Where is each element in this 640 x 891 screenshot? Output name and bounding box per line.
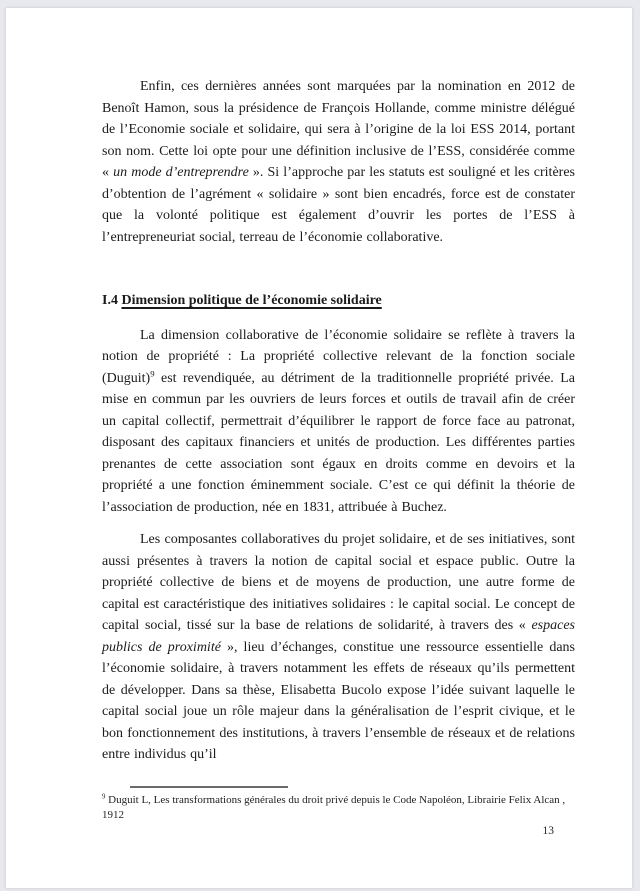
section-heading [102,290,575,312]
text-segment: », lieu d’échanges, constitue une ressource essentielle dans l’économie solidaire, à travers notamment les effets de réseaux qu’ils permettent de développer. Dans sa thèse, Elisabetta Bucolo expose l’idée suivant laquelle le capital social joue un rôle majeur dans la généralisation de l’esprit civique, et le bon fonctionnement des institutions, à travers l’ensemble de réseaux et de relations entre individus qu’il [102,639,575,762]
text-segment: Les composantes collaboratives du projet solidaire, et de ses initiatives, sont aussi présentes à travers la notion de capital social et espace public. Outre la propriété collective de biens et de moyens de production, une autre forme de capital est caractéristique des initiatives solidaires : le capital social. Le concept de capital social, tissé sur la base de relations de solidarité, à travers des « [102,532,575,633]
intro-paragraph [102,76,575,248]
page-number: 13 [542,825,554,837]
document-page [6,8,632,888]
text-segment: La dimension collaborative de l’économie solidaire se reflète à travers la notion de propriété : La propriété collective relevant de la fonction sociale (Duguit) [102,327,575,386]
text-segment: ». Si l’approche par les statuts est souligné et les critères d’obtention de l’agrément « solidaire » sont bien encadrés, force est de constater que la volonté politique est également d’ouvrir les portes de l’ESS à l’entrepreneuriat social, terreau de l’économie collaborative. [102,165,575,245]
superscript-ref: 9 [150,367,155,378]
page-content [102,76,575,766]
text-segment: Enfin, ces dernières années sont marquées par la nomination en 2012 de Benoît Hamon, sous la présidence de François Hollande, comme ministre délégué de l’Economie sociale et solidaire, qui sera à l’origine de la loi ESS 2014, portant son nom. Cette loi opte pour une définition inclusive de l’ESS, considérée comme « [102,79,575,180]
paragraph-propriete [102,325,575,519]
text-segment: I.4 [102,293,122,308]
footnote-separator [130,786,288,788]
text-segment: Dimension politique de l’économie solidaire [121,293,382,308]
superscript-ref: 9 [102,793,106,801]
text-segment: un mode d’entreprendre [113,165,249,180]
paragraph-capital-social [102,529,575,766]
text-segment: espaces publics de proximité [102,618,575,655]
footnote-text [102,793,575,823]
text-segment: Duguit L, Les transformations générales du droit privé depuis le Code Napoléon, Librairie Felix Alcan , 1912 [102,794,566,821]
footnote-area [102,786,575,823]
text-segment: est revendiquée, au détriment de la traditionnelle propriété privée. La mise en commun par les ouvriers de leurs forces et outils de travail afin de créer un capital collectif, permettrait d’équilibrer le rapport de force face au patronat, disposant des capitaux financiers et unités de production. Les différentes parties prenantes de cette association sont égaux en droits comme en devoirs et la propriété a une fonction éminemment sociale. C’est ce qui définit la théorie de l’association de production, née en 1831, attribuée à Buchez. [102,370,575,515]
